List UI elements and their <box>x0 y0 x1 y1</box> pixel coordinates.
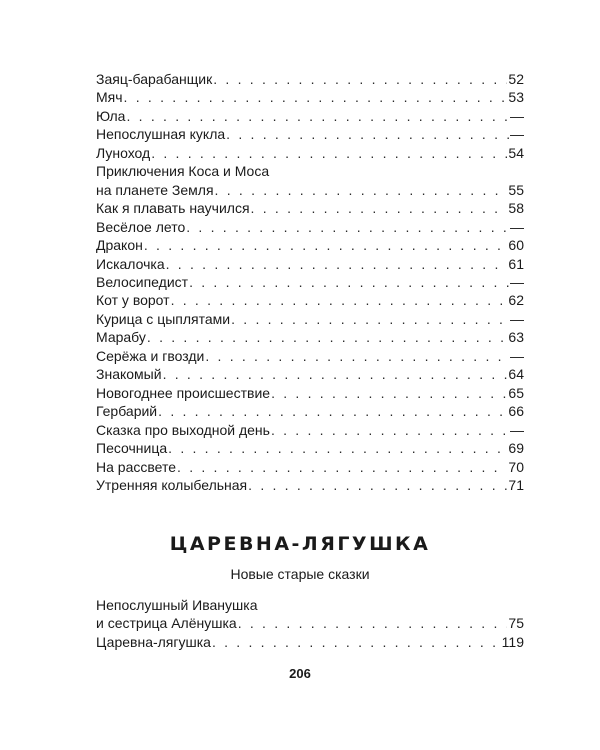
toc-entry-page: 63 <box>508 329 524 346</box>
toc-entry-page: 52 <box>508 71 524 87</box>
toc-entry <box>96 107 524 125</box>
toc-entry-line <box>96 310 524 328</box>
toc-entry-title: Заяц-барабанщик <box>96 71 213 87</box>
toc-entry-line <box>96 144 524 162</box>
dot-leader <box>248 476 507 494</box>
toc-entry-line <box>96 218 524 236</box>
toc-entry-line <box>96 384 524 402</box>
toc-entry-title: Велосипедист <box>96 273 189 290</box>
toc-entry-title: Царевна-лягушка <box>96 633 211 650</box>
toc-entry-title: Утренняя колыбельная <box>96 476 248 493</box>
toc-entry-page: — <box>510 310 524 327</box>
table-of-contents <box>96 70 524 494</box>
toc-entry-page: 62 <box>508 292 524 309</box>
toc-entry-line <box>96 347 524 365</box>
section-subtitle: Новые старые сказки <box>230 566 370 582</box>
toc-entry-title: Кот у ворот <box>96 292 170 309</box>
toc-entry <box>96 144 524 162</box>
dot-leader <box>271 421 509 439</box>
toc-entry <box>96 421 524 439</box>
toc-entry <box>96 439 524 457</box>
toc-entry-page: 64 <box>508 366 524 383</box>
dot-leader <box>147 328 508 346</box>
toc-entry-line <box>96 273 524 291</box>
toc-entry-line <box>96 439 524 457</box>
dot-leader <box>189 273 509 291</box>
toc-entry <box>96 88 524 106</box>
toc-entry-title: Курица с цыплятами <box>96 310 231 327</box>
toc-entry-page: 119 <box>501 633 524 650</box>
dot-leader <box>271 384 507 402</box>
toc-entry-page: 75 <box>508 615 524 632</box>
toc-entry-title: Приключения Коса и Моса <box>96 163 270 180</box>
toc-entry-line <box>96 476 524 494</box>
dot-leader <box>168 439 507 457</box>
toc-entry-line <box>96 88 524 106</box>
dot-leader <box>205 347 509 365</box>
toc-entry-page: 65 <box>508 384 524 401</box>
toc-entry-page: — <box>510 218 524 235</box>
toc-entry-page: 58 <box>508 200 524 217</box>
toc-entry <box>96 218 524 236</box>
toc-entry <box>96 236 524 254</box>
toc-entry-line <box>96 328 524 346</box>
toc-entry-title: Как я плавать научился <box>96 200 250 217</box>
toc-entry <box>96 384 524 402</box>
toc-entry <box>96 328 524 346</box>
toc-entry <box>96 162 524 199</box>
dot-leader <box>166 255 508 273</box>
dot-leader <box>215 181 508 199</box>
dot-leader <box>177 458 507 476</box>
dot-leader <box>124 88 508 106</box>
toc-entry-title: Весёлое лето <box>96 218 186 235</box>
toc-entry <box>96 125 524 143</box>
toc-entry <box>96 476 524 494</box>
toc-entry-line <box>96 365 524 383</box>
toc-entry-page: — <box>510 273 524 290</box>
page-number: 206 <box>289 666 311 681</box>
toc-entry <box>96 347 524 365</box>
toc-entry-title: Дракон <box>96 237 143 254</box>
toc-entry-title: На рассвете <box>96 458 177 475</box>
toc-entry-title: Юла <box>96 107 126 124</box>
dot-leader <box>251 199 508 217</box>
toc-entry-line <box>96 236 524 254</box>
toc-entry-title: Серёжа и гвозди <box>96 347 205 364</box>
dot-leader <box>158 402 507 420</box>
toc-entry-line <box>96 291 524 309</box>
dot-leader <box>213 70 507 88</box>
toc-entry <box>96 365 524 383</box>
toc-entry-page: 53 <box>508 89 524 106</box>
toc-entry-title: на планете Земля <box>96 181 214 198</box>
dot-leader <box>186 218 509 236</box>
toc-entry-title: Непослушная кукла <box>96 126 226 143</box>
toc-entry-page: 70 <box>508 458 524 475</box>
toc-entry-line <box>96 107 524 125</box>
toc-entry <box>96 596 524 633</box>
toc-entry-title: Искалочка <box>96 255 165 272</box>
toc-entry-title: Новогоднее происшествие <box>96 384 271 401</box>
dot-leader <box>144 236 508 254</box>
toc-entry <box>96 291 524 309</box>
table-of-contents-section <box>96 596 524 651</box>
toc-entry-line <box>96 70 524 88</box>
toc-entry <box>96 633 524 651</box>
toc-entry-title: Знакомый <box>96 366 162 383</box>
toc-entry-line <box>96 633 524 651</box>
toc-entry-title: Гербарий <box>96 403 158 420</box>
toc-entry-title: Песочница <box>96 440 168 457</box>
toc-entry-line <box>96 402 524 420</box>
toc-entry-title: и сестрица Алёнушка <box>96 615 237 632</box>
toc-entry <box>96 70 524 88</box>
dot-leader <box>151 144 507 162</box>
toc-entry-page: — <box>510 347 524 364</box>
toc-entry-page: 69 <box>508 440 524 457</box>
toc-entry-line <box>96 199 524 217</box>
dot-leader <box>226 125 509 143</box>
toc-entry <box>96 273 524 291</box>
toc-entry-line <box>96 596 524 614</box>
toc-entry <box>96 199 524 217</box>
toc-entry-line <box>96 125 524 143</box>
toc-entry-line <box>96 458 524 476</box>
toc-entry-title: Сказка про выходной день <box>96 421 270 438</box>
section-heading: ЦАРЕВНА-ЛЯГУШКА <box>169 533 431 555</box>
toc-entry-title: Мяч <box>96 89 123 106</box>
dot-leader <box>126 107 509 125</box>
toc-entry-title: Луноход <box>96 144 151 161</box>
toc-entry-line <box>96 614 524 632</box>
toc-entry-line <box>96 255 524 273</box>
toc-entry-page: — <box>510 421 524 438</box>
toc-entry <box>96 402 524 420</box>
toc-entry-page: 66 <box>508 403 524 420</box>
toc-entry-line <box>96 421 524 439</box>
dot-leader <box>238 614 508 632</box>
toc-entry-page: 71 <box>508 476 524 493</box>
dot-leader <box>212 633 501 651</box>
dot-leader <box>163 365 508 383</box>
toc-entry-page: — <box>510 107 524 124</box>
dot-leader <box>231 310 509 328</box>
toc-entry-page: 55 <box>508 181 524 198</box>
toc-entry <box>96 458 524 476</box>
toc-entry-page: — <box>510 126 524 143</box>
toc-entry-page: 54 <box>508 144 524 161</box>
toc-entry <box>96 255 524 273</box>
toc-entry-page: 60 <box>508 237 524 254</box>
toc-entry-title: Непослушный Иванушка <box>96 597 258 613</box>
toc-entry-page: 61 <box>508 255 524 272</box>
toc-entry-title: Марабу <box>96 329 146 346</box>
toc-entry <box>96 310 524 328</box>
toc-entry-line <box>96 162 524 180</box>
dot-leader <box>171 291 508 309</box>
toc-entry-line <box>96 181 524 199</box>
